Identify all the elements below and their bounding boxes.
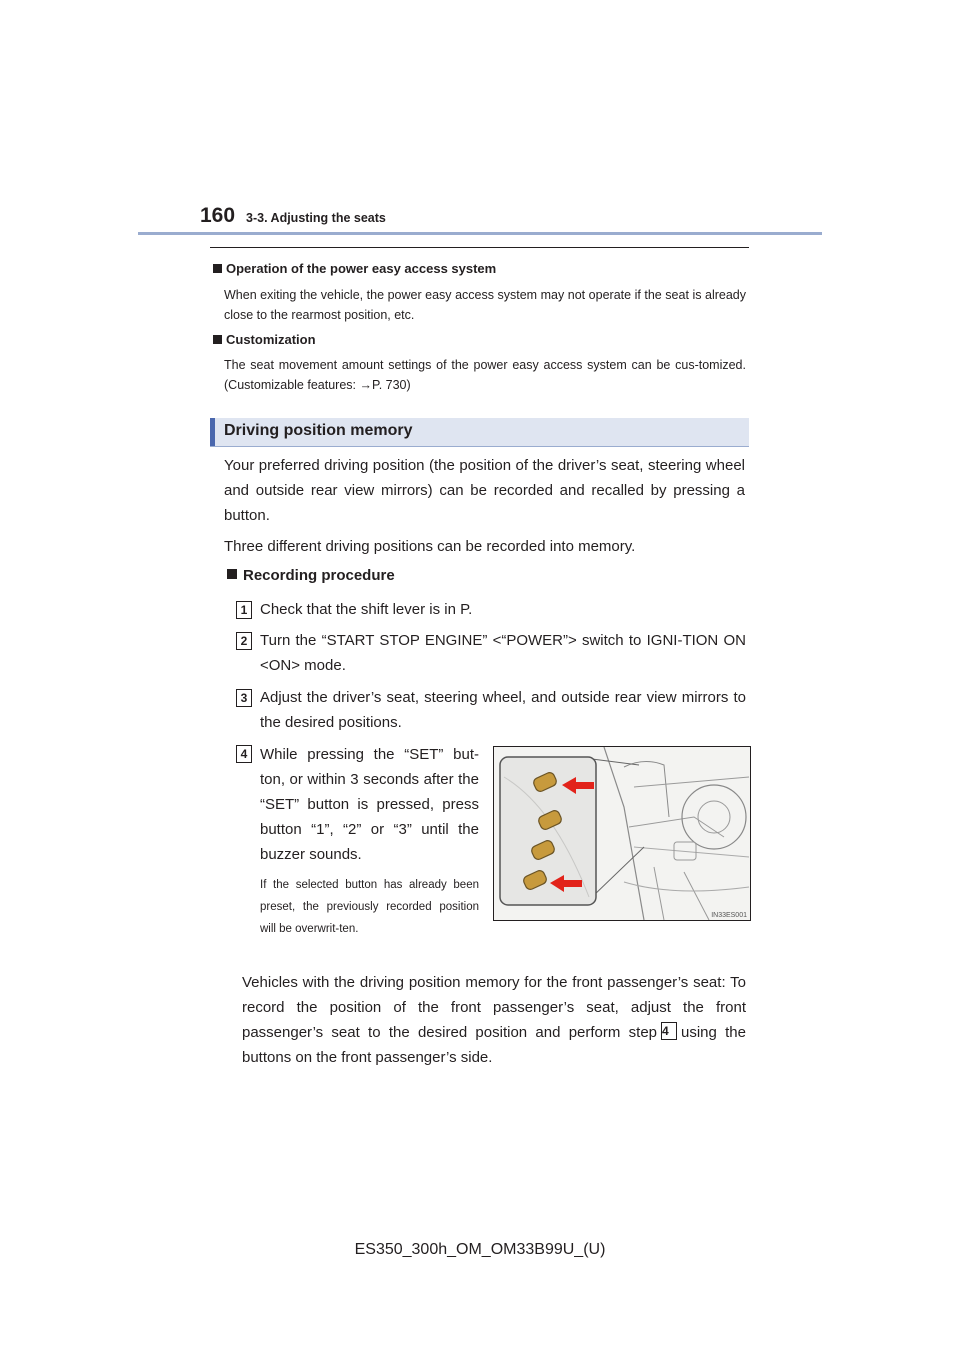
illustration-code: IN33ES001 <box>711 912 747 919</box>
step-number-badge: 3 <box>236 689 252 707</box>
intro-paragraph-2: Three different driving positions can be recorded into memory. <box>224 538 636 555</box>
passenger-memory-paragraph: Vehicles with the driving position memory for the front passenger’s seat: To record the position of the front passenger’s seat, adjust the front passenger’s seat to the desired position and perform step 4 using the buttons on the front passenger’s side. <box>242 974 746 1066</box>
square-bullet-icon <box>227 569 237 579</box>
intro-paragraph: Your preferred driving position (the position of the driver’s seat, steering wheel and outside rear view mirrors) can be recorded and recalled by pressing a button. <box>224 457 745 524</box>
section-heading-bar <box>210 418 749 447</box>
section-stripe <box>210 418 215 447</box>
square-bullet-icon <box>213 335 222 344</box>
door-panel-drawing <box>494 747 750 920</box>
page-number: 160 <box>200 204 236 227</box>
memory-buttons-illustration <box>493 746 751 921</box>
section-title: Driving position memory <box>224 422 413 439</box>
step-number-badge: 4 <box>236 745 252 763</box>
note-heading-easy-access: Operation of the power easy access system <box>213 261 496 276</box>
step-text: Turn the “START STOP ENGINE” <“POWER”> switch to IGNI-TION ON <ON> mode. <box>260 632 746 674</box>
footer-document-id: ES350_300h_OM_OM33B99U_(U) <box>354 1241 606 1258</box>
note-body-customization: The seat movement amount settings of the power easy access system can be cus-tomized. (Customizable features: →P. 730) <box>224 358 746 392</box>
note-body-easy-access: When exiting the vehicle, the power easy access system may not operate if the seat is already close to the rearmost position, etc. <box>224 288 746 322</box>
step-number-badge: 1 <box>236 601 252 619</box>
note-heading-customization: Customization <box>213 332 316 347</box>
step-text: Check that the shift lever is in P. <box>260 601 473 618</box>
chapter-title: 3-3. Adjusting the seats <box>246 211 386 225</box>
subheading-recording-procedure: Recording procedure <box>227 567 395 584</box>
step-text: Adjust the driver’s seat, steering wheel, and outside rear view mirrors to the desired positions. <box>260 689 746 731</box>
step-number-badge: 2 <box>236 632 252 650</box>
notes-divider <box>210 247 749 248</box>
step-text: While pressing the “SET” but-ton, or within 3 seconds after the “SET” button is pressed, press button “1”, “2” or “3” until the buzzer sounds. <box>260 746 479 863</box>
step-note: If the selected button has already been preset, the previously recorded position will be overwrit-ten. <box>260 879 479 935</box>
header-rule <box>138 232 822 235</box>
square-bullet-icon <box>213 264 222 273</box>
step-reference-badge: 4 <box>661 1022 677 1040</box>
